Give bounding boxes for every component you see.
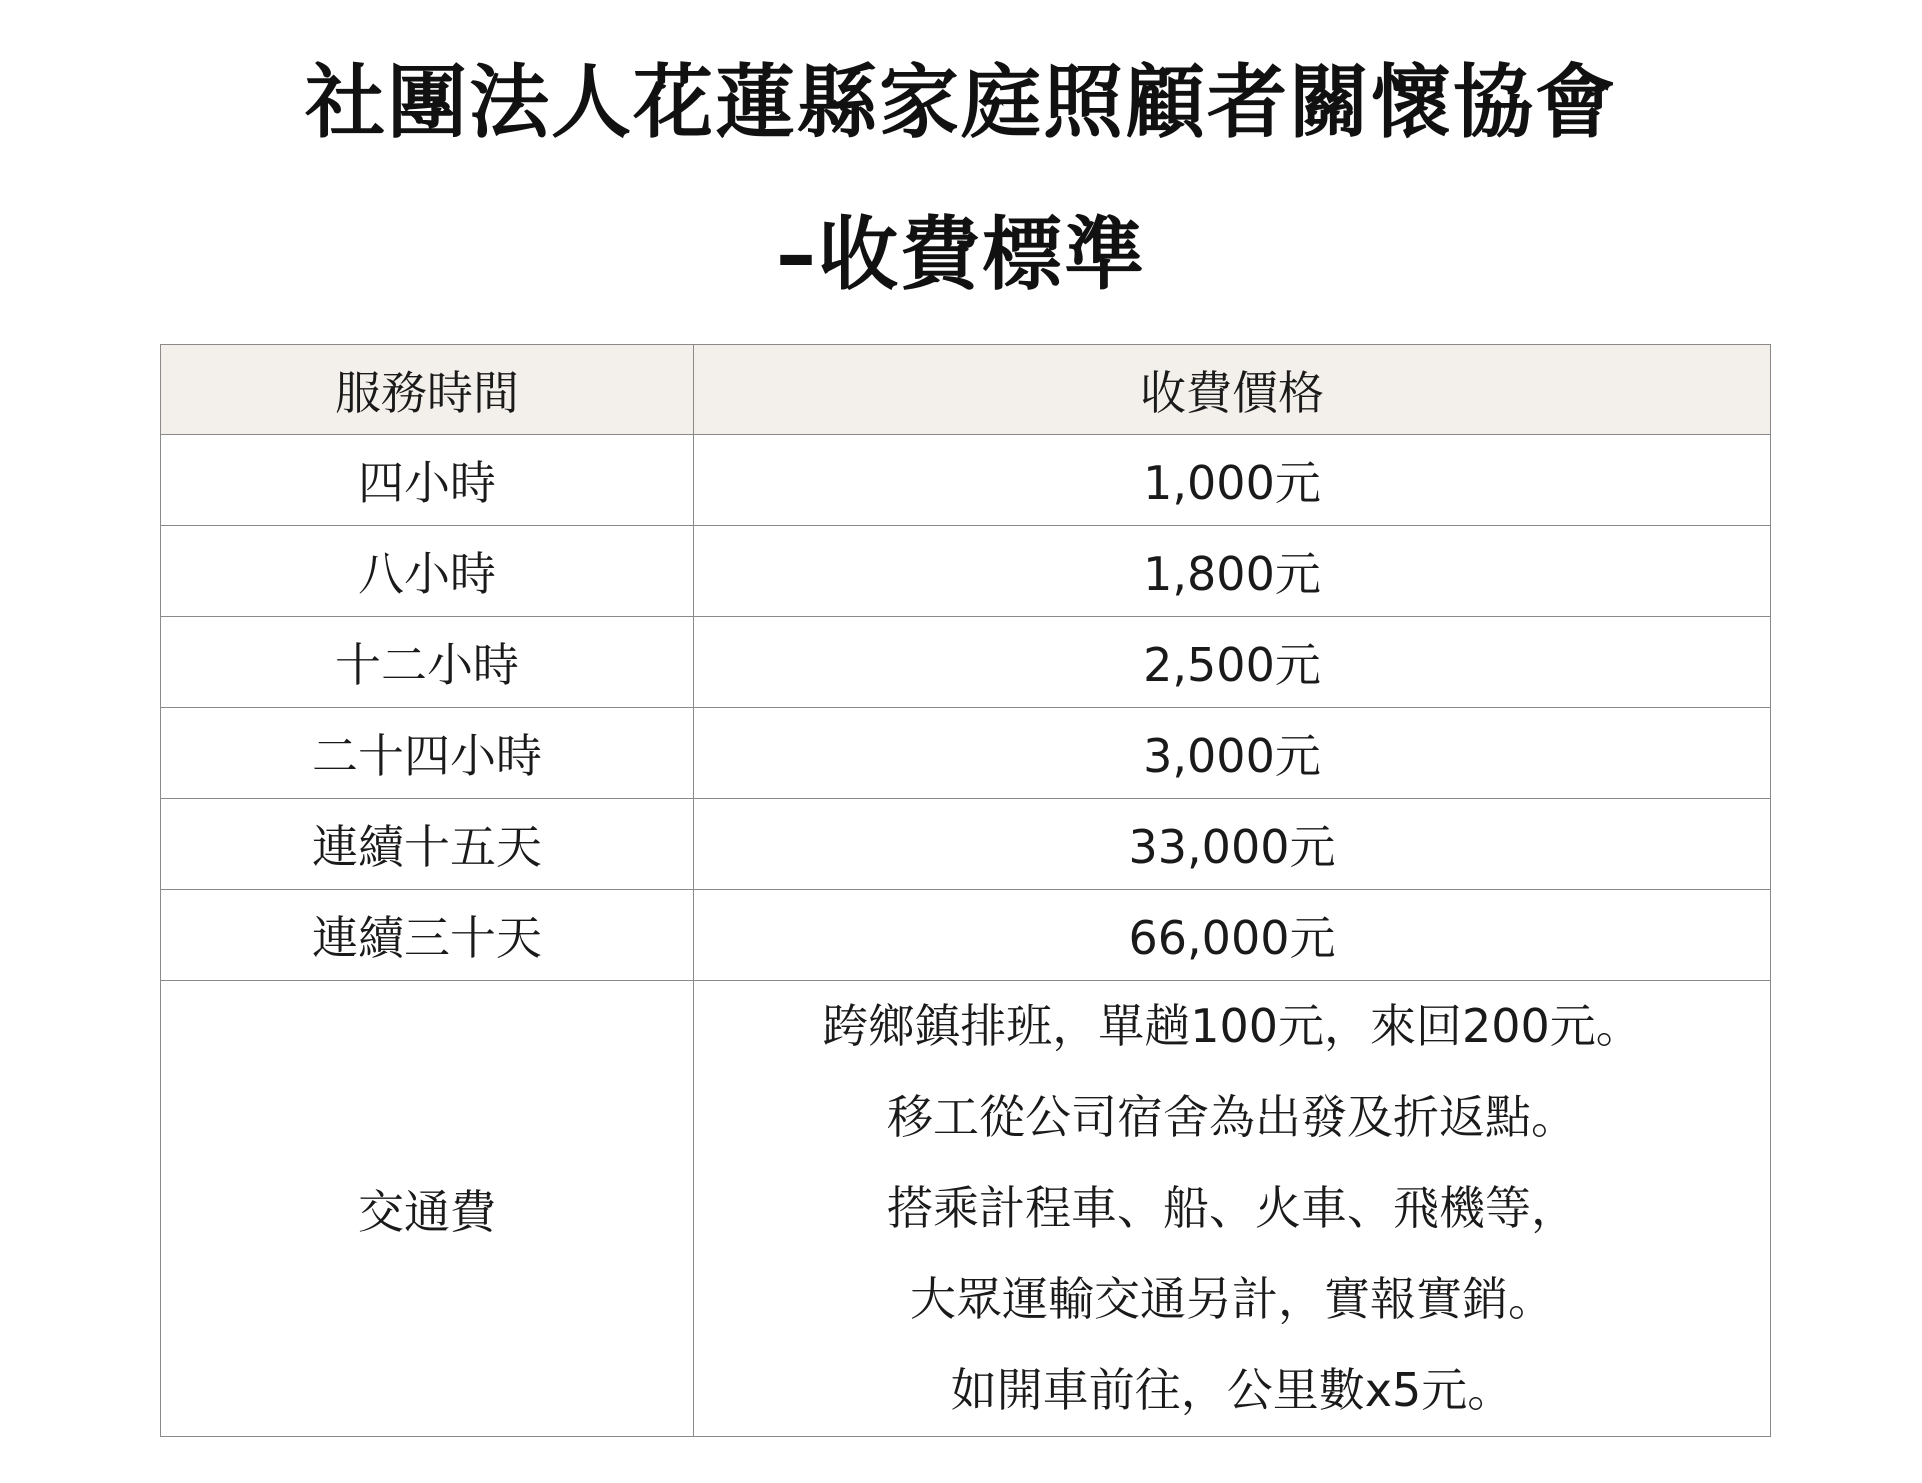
- price-cell: 1,800元: [694, 526, 1771, 617]
- service-time-cell: 十二小時: [161, 617, 694, 708]
- transport-note: 搭乘計程車、船、火車、飛機等，: [887, 1181, 1577, 1235]
- column-header-price: 收費價格: [694, 345, 1771, 435]
- fee-table: [160, 344, 1771, 1437]
- price-cell: 33,000元: [694, 799, 1771, 890]
- transport-row: [161, 981, 1771, 1437]
- service-time-cell: 四小時: [161, 435, 694, 526]
- service-time-cell: 二十四小時: [161, 708, 694, 799]
- service-time-cell: 八小時: [161, 526, 694, 617]
- page-title: 社團法人花蓮縣家庭照顧者關懷協會: [305, 56, 1617, 149]
- price-cell: 2,500元: [694, 617, 1771, 708]
- transport-notes-cell: [694, 981, 1771, 1437]
- transport-label-cell: 交通費: [161, 981, 694, 1437]
- table-row: [161, 799, 1771, 890]
- table-row: [161, 890, 1771, 981]
- column-header-service-time: 服務時間: [161, 345, 694, 435]
- transport-note: 跨鄉鎮排班，單趟100元，來回200元。: [822, 999, 1642, 1053]
- service-time-cell: 連續三十天: [161, 890, 694, 981]
- table-row: [161, 435, 1771, 526]
- table-header-row: [161, 345, 1771, 435]
- table-row: [161, 708, 1771, 799]
- table-row: [161, 617, 1771, 708]
- transport-note: 移工從公司宿舍為出發及折返點。: [887, 1090, 1577, 1144]
- page-subtitle: –收費標準: [776, 208, 1146, 301]
- price-cell: 1,000元: [694, 435, 1771, 526]
- transport-note: 大眾運輸交通另計，實報實銷。: [910, 1272, 1554, 1326]
- transport-note: 如開車前往，公里數x5元。: [950, 1363, 1514, 1417]
- table-row: [161, 526, 1771, 617]
- price-cell: 3,000元: [694, 708, 1771, 799]
- service-time-cell: 連續十五天: [161, 799, 694, 890]
- price-cell: 66,000元: [694, 890, 1771, 981]
